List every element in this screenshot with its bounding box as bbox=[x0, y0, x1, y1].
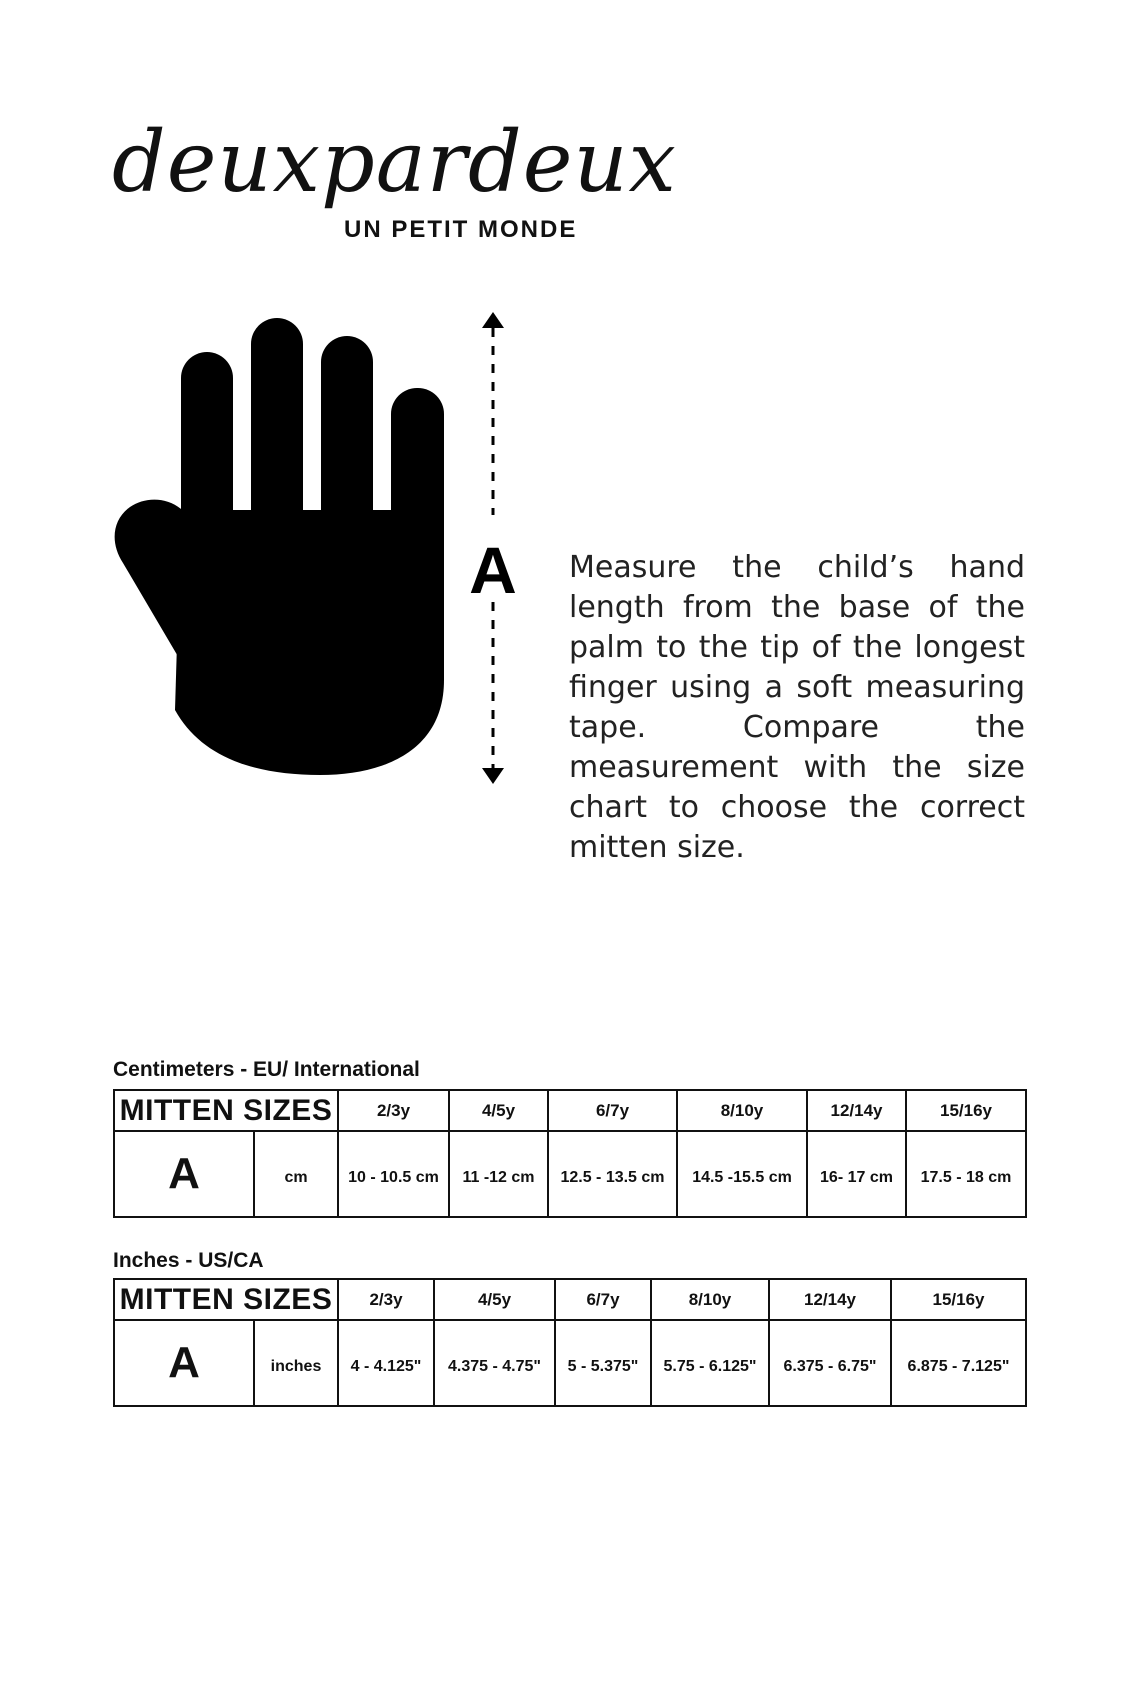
measuring-instructions: Measure the child’s hand length from the base of the palm to the tip of the longest finger using a soft measuring tape. Compare the measurement with the size chart to choose the correct mitten size. bbox=[569, 550, 1025, 865]
mitten-sizes-header: MITTEN SIZES bbox=[114, 1279, 338, 1320]
age-cell: 6/7y bbox=[555, 1279, 651, 1320]
inches-size-table bbox=[113, 1278, 1027, 1407]
size-value-cell: 14.5 -15.5 cm bbox=[677, 1131, 807, 1217]
brand-tagline: UN PETIT MONDE bbox=[344, 216, 578, 243]
size-value-cell: 10 - 10.5 cm bbox=[338, 1131, 449, 1217]
age-cell: 8/10y bbox=[677, 1090, 807, 1131]
row-label-a: A bbox=[114, 1320, 254, 1406]
brand-name: deuxpardeux bbox=[112, 113, 677, 211]
inches-chart-title: Inches - US/CA bbox=[113, 1249, 264, 1272]
size-value-cell: 6.375 - 6.75" bbox=[769, 1320, 891, 1406]
unit-cell: inches bbox=[254, 1320, 338, 1406]
row-label-a: A bbox=[114, 1131, 254, 1217]
size-value-cell: 16- 17 cm bbox=[807, 1131, 906, 1217]
age-cell: 15/16y bbox=[891, 1279, 1026, 1320]
size-value-cell: 5.75 - 6.125" bbox=[651, 1320, 769, 1406]
age-cell: 4/5y bbox=[434, 1279, 555, 1320]
unit-cell: cm bbox=[254, 1131, 338, 1217]
size-value-cell: 4 - 4.125" bbox=[338, 1320, 434, 1406]
age-cell: 15/16y bbox=[906, 1090, 1026, 1131]
brand-logo bbox=[112, 113, 677, 250]
age-cell: 8/10y bbox=[651, 1279, 769, 1320]
hand-measurement-diagram bbox=[80, 310, 550, 800]
size-value-cell: 11 -12 cm bbox=[449, 1131, 548, 1217]
hand-icon bbox=[115, 318, 444, 775]
table-header-row bbox=[114, 1090, 1026, 1131]
age-cell: 12/14y bbox=[807, 1090, 906, 1131]
size-value-cell: 4.375 - 4.75" bbox=[434, 1320, 555, 1406]
table-row bbox=[114, 1131, 1026, 1217]
mitten-sizes-header: MITTEN SIZES bbox=[114, 1090, 338, 1131]
measure-label: A bbox=[469, 533, 517, 607]
size-value-cell: 12.5 - 13.5 cm bbox=[548, 1131, 677, 1217]
size-value-cell: 5 - 5.375" bbox=[555, 1320, 651, 1406]
size-value-cell: 17.5 - 18 cm bbox=[906, 1131, 1026, 1217]
measure-arrow bbox=[469, 312, 517, 784]
cm-size-table bbox=[113, 1089, 1027, 1218]
age-cell: 4/5y bbox=[449, 1090, 548, 1131]
cm-chart-title: Centimeters - EU/ International bbox=[113, 1058, 420, 1081]
table-header-row bbox=[114, 1279, 1026, 1320]
age-cell: 6/7y bbox=[548, 1090, 677, 1131]
size-value-cell: 6.875 - 7.125" bbox=[891, 1320, 1026, 1406]
age-cell: 2/3y bbox=[338, 1090, 449, 1131]
age-cell: 12/14y bbox=[769, 1279, 891, 1320]
table-row bbox=[114, 1320, 1026, 1406]
age-cell: 2/3y bbox=[338, 1279, 434, 1320]
